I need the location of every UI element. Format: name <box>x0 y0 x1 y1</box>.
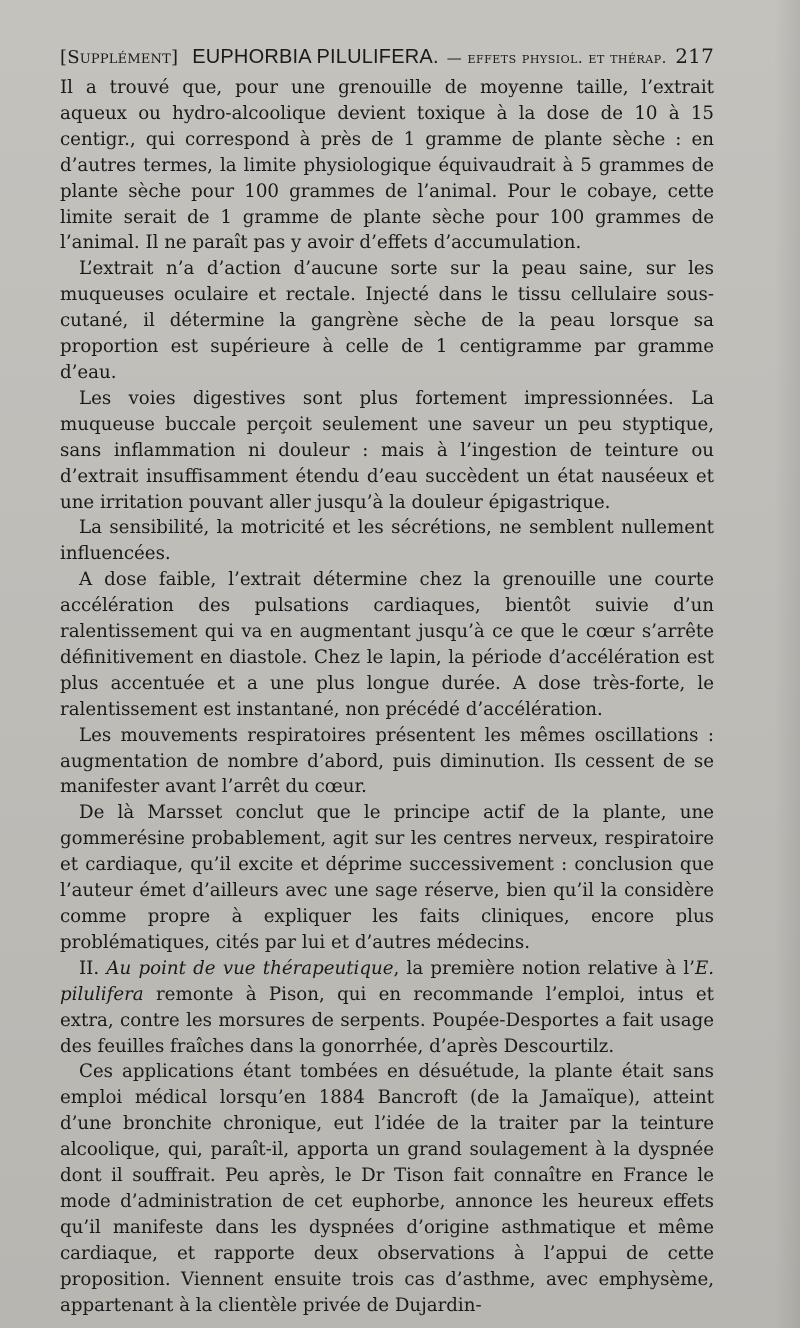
paragraph <box>60 1059 714 1318</box>
paragraph <box>60 75 714 256</box>
paragraph-text: Il a trouvé que, pour une grenouille de moyenne taille, l’extrait aqueux ou hydro-alcoolique devient toxique à la dose de 10 à 15 centigr., qui correspond à près de 1 gramme de plante sèche : en d’autres termes, la limite physiologique équivaudrait à 5 grammes de plante sèche pour 100 grammes de l’animal. Pour le cobaye, cette limite serait de 1 gramme de plante sèche pour 100 grammes de l’animal. Il ne paraît pas y avoir d’effets d’accumulation. <box>60 77 714 254</box>
paragraph <box>60 567 714 722</box>
paragraph <box>60 800 714 955</box>
paragraph <box>60 515 714 567</box>
italic-text: Au point de vue thérapeutique <box>106 957 394 979</box>
paragraph <box>60 723 714 801</box>
paragraph-text: , la première notion relative à l’ <box>393 957 695 979</box>
running-header-left <box>60 46 667 69</box>
body-text <box>60 75 714 1319</box>
running-subtitle: — effets physiol. et thérap. <box>446 49 667 67</box>
paragraph-text: De là Marsset conclut que le principe actif de la plante, une gommerésine probablement, agit sur les centres nerveux, respiratoire et cardiaque, qu’il excite et déprime successivement : conclusion que l’auteur émet d’ailleurs avec une sage réserve, bien qu’il la considère comme propre à expliquer les faits cliniques, encore plus problématiques, cités par lui et d’autres médecins. <box>60 802 714 953</box>
paragraph-text: A dose faible, l’extrait détermine chez la grenouille une courte accélération des pulsations cardiaques, bientôt suivie d’un ralentissement qui va en augmentant jusqu’à ce que le cœur s’arrête définitivement en diastole. Chez le lapin, la période d’accélération est plus accentuée et a une plus longue durée. A dose très-forte, le ralentissement est instantané, non précédé d’accélération. <box>60 569 714 720</box>
paragraph-text: Les voies digestives sont plus fortement impressionnées. La muqueuse buccale perçoit seulement une saveur un peu styptique, sans inflammation ni douleur : mais à l’ingestion de teinture ou d’extrait insuffisamment étendu d’eau succèdent un état nauséeux et une irritation pouvant aller jusqu’à la douleur épigastrique. <box>60 387 714 513</box>
paragraph <box>60 386 714 516</box>
paragraph-text: Ces applications étant tombées en désuétude, la plante était sans emploi médical lorsqu’en 1884 Bancroft (de la Jamaïque), atteint d’une bronchite chronique, eut l’idée de la traiter par la teinture alcoolique, qui, paraît-il, apporta un grand soulagement à la dyspnée dont il souffrait. Peu après, le Dr Tison fait connaître en France le mode d’administration de cet euphorbe, annonce les heureux effets qu’il manifeste dans les dyspnées d’origine asthmatique et même cardiaque, et rapporte deux observations à l’appui de cette proposition. Viennent ensuite trois cas d’asthme, avec emphysème, appartenant à la clientèle privée de Dujardin- <box>60 1061 714 1316</box>
paragraph-text: La sensibilité, la motricité et les sécrétions, ne semblent nullement influencées. <box>60 517 714 565</box>
page-number: 217 <box>675 44 714 68</box>
paragraph-text: II. <box>79 957 107 979</box>
section-label: [Supplément] <box>60 47 179 68</box>
paragraph-text: remonte à Pison, qui en recommande l’emploi, intus et extra, contre les morsures de serpents. Poupée-Desportes a fait usage des feuilles fraîches dans la gonorrhée, d’après Descourtilz. <box>60 983 714 1057</box>
running-header <box>60 44 714 69</box>
paragraph-text: Les mouvements respiratoires présentent les mêmes oscillations : augmentation de nombre d’abord, puis diminution. Ils cessent de se manifester avant l’arrêt du cœur. <box>60 724 714 798</box>
italic-text: E. pilulifera <box>60 957 715 1005</box>
paragraph <box>60 956 714 1060</box>
paragraph-text: L’extrait n’a d’action d’aucune sorte sur la peau saine, sur les muqueuses oculaire et rectale. Injecté dans le tissu cellulaire sous-cutané, il détermine la gangrène sèche de la peau lorsque sa proportion est supérieure à celle de 1 centigramme par gramme d’eau. <box>60 258 714 383</box>
running-title: EUPHORBIA PILULIFERA. <box>192 46 439 68</box>
paragraph <box>60 256 714 386</box>
